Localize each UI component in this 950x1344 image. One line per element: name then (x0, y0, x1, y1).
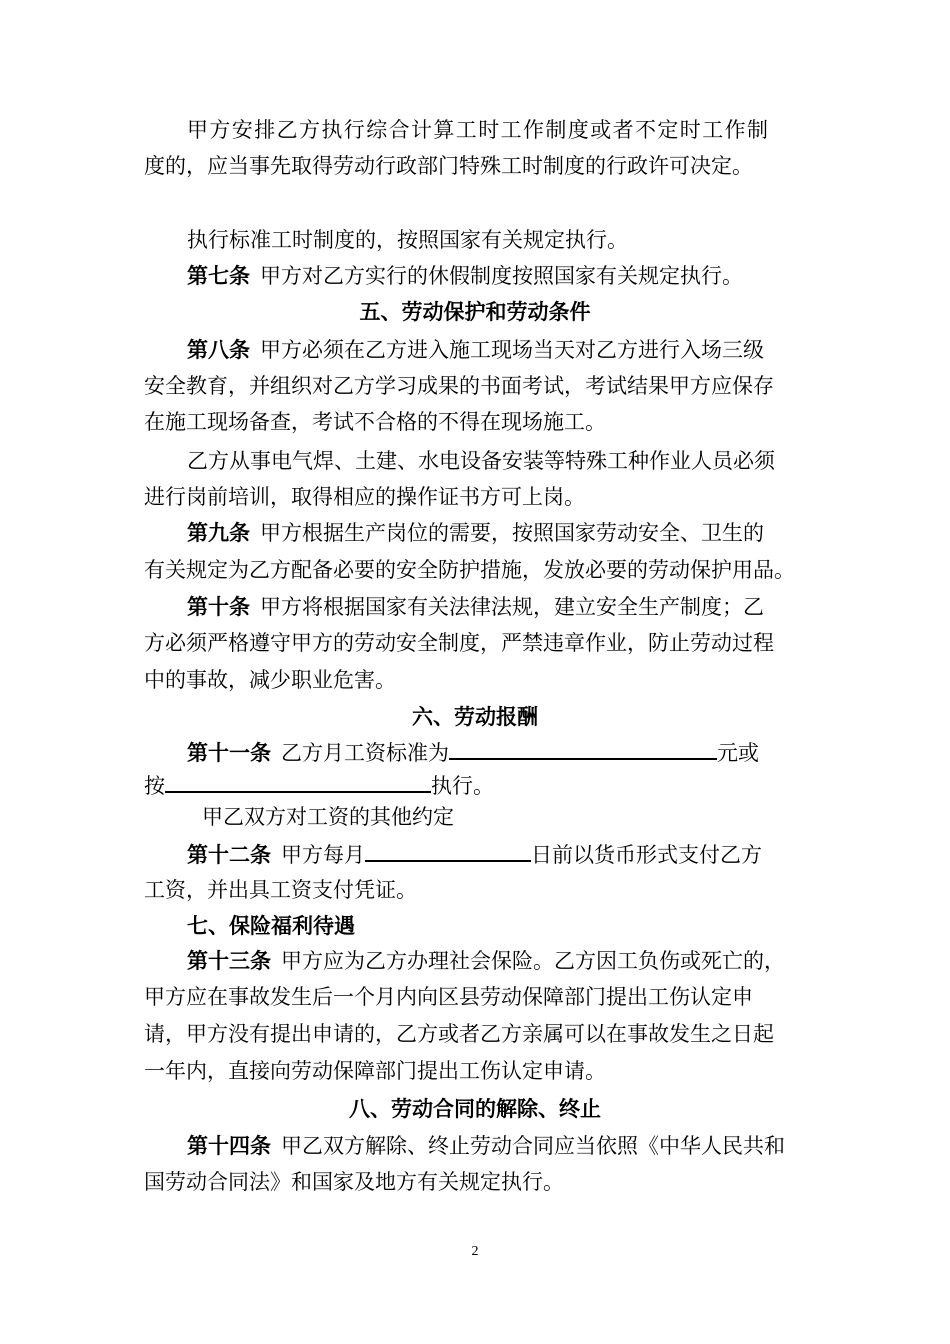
paragraph-line: 进行岗前培训，取得相应的操作证书方可上岗。 (144, 485, 585, 509)
article-text: 日前以货币形式支付乙方 (531, 843, 762, 867)
paragraph-line: 方必须严格遵守甲方的劳动安全制度，严禁违章作业，防止劳动过程 (144, 631, 774, 655)
paragraph-line: 请，甲方没有提出申请的，乙方或者乙方亲属可以在事故发生之日起 (144, 1022, 774, 1046)
article-text: 甲方每月 (281, 843, 365, 867)
article-11 (187, 738, 759, 767)
article-10 (187, 593, 764, 621)
article-12 (187, 840, 762, 869)
article-label: 第十二条 (187, 843, 271, 867)
article-13 (187, 947, 785, 975)
paragraph-line: 甲方应在事故发生后一个月内向区县劳动保障部门提出工伤认定申 (144, 985, 753, 1009)
article-text: 甲乙双方解除、终止劳动合同应当依照《中华人民共和 (281, 1134, 785, 1158)
article-9 (187, 519, 764, 547)
section-heading: 六、劳动报酬 (412, 705, 538, 729)
article-text: 甲方对乙方实行的休假制度按照国家有关规定执行。 (260, 264, 743, 288)
salary-amount-blank[interactable] (449, 738, 717, 760)
salary-method-blank[interactable] (165, 771, 431, 793)
article-label: 第九条 (187, 521, 250, 545)
article-text: 甲方将根据国家有关法律法规，建立安全生产制度；乙 (260, 595, 764, 619)
article-label: 第八条 (187, 338, 250, 362)
paragraph-line: 在施工现场备查，考试不合格的不得在现场施工。 (144, 410, 606, 434)
article-text: 乙方月工资标准为 (281, 741, 449, 765)
paragraph-line: 按 执行。 (144, 771, 494, 800)
paragraph-line: 执行标准工时制度的，按照国家有关规定执行。 (187, 228, 628, 252)
section-heading: 五、劳动保护和劳动条件 (359, 300, 591, 324)
article-7 (187, 262, 743, 290)
paragraph-line: 国劳动合同法》和国家及地方有关规定执行。 (144, 1170, 564, 1194)
paragraph-line: 甲方安排乙方执行综合计算工时工作制度或者不定时工作制 (187, 118, 770, 142)
paragraph-line: 中的事故，减少职业危害。 (144, 668, 396, 692)
paragraph-line: 一年内，直接向劳动保障部门提出工伤认定申请。 (144, 1059, 606, 1083)
section-heading: 八、劳动合同的解除、终止 (349, 1097, 601, 1121)
paragraph-line: 度的，应当事先取得劳动行政部门特殊工时制度的行政许可决定。 (144, 154, 753, 178)
article-label: 第十三条 (187, 949, 271, 973)
paragraph-line: 有关规定为乙方配备必要的安全防护措施，发放必要的劳动保护用品。 (144, 558, 795, 582)
article-label: 第十条 (187, 595, 250, 619)
paragraph-line: 工资，并出具工资支付凭证。 (144, 878, 417, 902)
paragraph-line: 乙方从事电气焊、土建、水电设备安装等特殊工种作业人员必须 (187, 449, 775, 473)
article-text: 甲方根据生产岗位的需要，按照国家劳动安全、卫生的 (260, 521, 764, 545)
article-label: 第七条 (187, 264, 250, 288)
paragraph-line: 安全教育，并组织对乙方学习成果的书面考试，考试结果甲方应保存 (144, 374, 774, 398)
article-8 (187, 336, 764, 364)
section-heading: 七、保险福利待遇 (187, 914, 355, 938)
article-text: 甲方必须在乙方进入施工现场当天对乙方进行入场三级 (260, 338, 764, 362)
payday-blank[interactable] (365, 840, 531, 862)
article-text: 元或 (717, 741, 759, 765)
article-14 (187, 1132, 785, 1160)
paragraph-line: 甲乙双方对工资的其他约定 (202, 805, 454, 829)
article-text: 甲方应为乙方办理社会保险。乙方因工负伤或死亡的， (281, 949, 785, 973)
page-number: 2 (471, 1244, 479, 1259)
article-label: 第十一条 (187, 741, 271, 765)
article-label: 第十四条 (187, 1134, 271, 1158)
